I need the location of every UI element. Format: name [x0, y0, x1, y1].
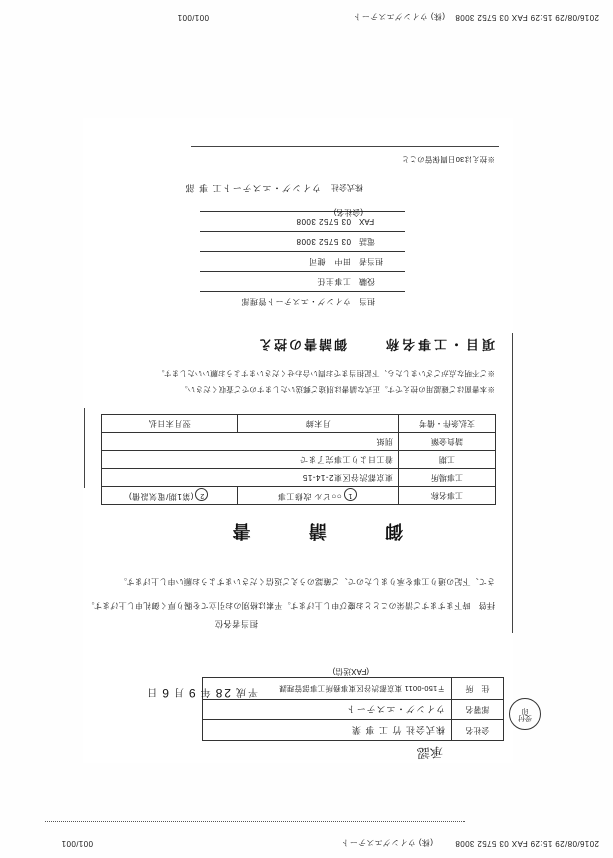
fax-footer-page: 001/001: [177, 13, 209, 22]
stamp-value-department: ウイング・エステート: [345, 704, 445, 715]
fax-header-left: 2016/08/29 15:29 FAX 03 5752 3008: [455, 839, 599, 848]
date-month-unit: 月: [171, 686, 184, 697]
section-heading: [257, 336, 495, 355]
table-row: [102, 469, 496, 487]
contact-block: [200, 211, 405, 311]
date-era-prefix: 平成: [234, 686, 258, 697]
row-value-work-phase: [102, 487, 238, 505]
row-value-period: 着工日より工事完了まで: [102, 451, 399, 469]
note-line-2: ※ご不明な点がございましたら、下記担当までお問い合わせくださいますようお願いいたします。: [156, 369, 495, 378]
row-key-amount: 請負金額: [399, 433, 496, 451]
stamp-row-company: [203, 719, 503, 740]
date-day: 6: [160, 686, 169, 700]
fax-footer-left: 2016/08/29 15:29 FAX 03 5752 3008: [455, 13, 599, 22]
row-value-work-phase-text: (第1期/電気設備): [128, 492, 194, 502]
row-value-work-name-text: ○○ビル 改修工事: [277, 492, 342, 502]
circle-mark-1: 1: [344, 489, 357, 502]
greeting-paragraph: 拝啓 時下ますますご清栄のこととお慶び申し上げます。平素は格別のお引立てを賜り厚く御礼申し上げます。: [86, 601, 495, 610]
company-prefix: 株式会社: [331, 183, 363, 192]
stamp-label-address: 住 所: [451, 678, 503, 699]
row-value-location: 東京都渋谷区東2-14-15: [102, 469, 399, 487]
contact-label-department: 担当: [359, 297, 375, 306]
row-value-terms-a: 月末締: [238, 415, 399, 433]
company-suffix: 工 事 部: [184, 183, 222, 193]
sheet-right-margin-rule: [84, 408, 85, 488]
contact-row-department: [200, 291, 405, 311]
contact-value-department: ウイング・エステート管理部: [241, 297, 351, 306]
date-year: 28: [213, 686, 231, 700]
row-value-work-name: [238, 487, 399, 505]
contact-row-title: [200, 271, 405, 291]
contact-value-phone: 03 5752 3008: [296, 237, 351, 246]
recipient-line: 担当者各位: [214, 619, 258, 629]
contact-value-fax: 03 5752 3008: [296, 217, 351, 226]
fax-header-page: 001/001: [61, 839, 93, 848]
document-date: [145, 686, 258, 701]
purpose-paragraph: さて、下記の通り工事を承りましたので、ご確認のうえご返信くださいますようお願い申し上げます。: [118, 577, 495, 586]
stamp-row-department: [203, 699, 503, 720]
contact-value-person: 田中 健司: [308, 257, 351, 266]
table-row: [102, 451, 496, 469]
row-value-terms-b: 翌月末日払: [102, 415, 238, 433]
fax-transmission-marker: (FAX送信): [332, 667, 369, 676]
date-year-unit: 年: [198, 686, 211, 697]
row-key-work-name: 工事名称: [399, 487, 496, 505]
table-row: [102, 433, 496, 451]
page-title: 御 請 書: [206, 520, 403, 541]
company-signature-line: [185, 182, 363, 195]
company-name: ウイング・エステート: [221, 183, 321, 193]
contact-label-title: 役職: [359, 277, 375, 286]
contact-label-person: 担当者: [359, 257, 383, 266]
work-details-table: [101, 414, 496, 505]
contact-row-fax: [200, 211, 405, 231]
section-heading-sub: 御請書の控え: [256, 336, 347, 351]
row-key-terms: 支払条件・備考: [399, 415, 496, 433]
date-month: 9: [186, 686, 196, 700]
row-value-amount: 別紙: [102, 433, 399, 451]
fax-footer-sender: (株) ウイングエステート: [352, 12, 445, 21]
row-key-period: 工期: [399, 451, 496, 469]
circle-mark-2: 2: [196, 489, 209, 502]
contact-value-title: 工事主任: [317, 277, 351, 286]
section-heading-main: 項目・工事名称: [382, 336, 495, 351]
stamp-label-department: 部署名: [451, 700, 503, 720]
stamp-value-address: 〒150-0011 東京都渋谷区東事務所工事部管理課: [279, 684, 445, 694]
row-key-location: 工事場所: [399, 469, 496, 487]
date-day-unit: 日: [145, 686, 158, 697]
stamp-value-company: 株式会社 竹 工 事 業: [350, 724, 445, 735]
contact-row-phone: [200, 231, 405, 251]
stamp-label-company: 会社名: [451, 720, 503, 740]
retention-note: ※控えは30日間保管のこと: [401, 155, 495, 164]
handwritten-annotation: 承認: [416, 743, 444, 760]
table-row: [102, 487, 496, 505]
contact-row-person: [200, 251, 405, 271]
contact-label-fax: FAX: [359, 217, 375, 226]
received-seal-icon: 受付 印: [509, 698, 541, 730]
fax-header-sender: (株) ウイングエステート: [340, 838, 433, 847]
note-line-1: ※本書面はご確認用の控えです。正式な請書は別途ご郵送いたしますのでご査収ください。: [179, 385, 495, 394]
contact-label-phone: 電話: [359, 237, 375, 246]
table-row: [102, 415, 496, 433]
document-sheet: [83, 118, 532, 763]
sheet-left-margin-rule: [512, 333, 513, 633]
bottom-divider: [191, 146, 499, 147]
header-dotted-rule: [45, 821, 465, 822]
company-label: (会社名): [333, 208, 363, 217]
